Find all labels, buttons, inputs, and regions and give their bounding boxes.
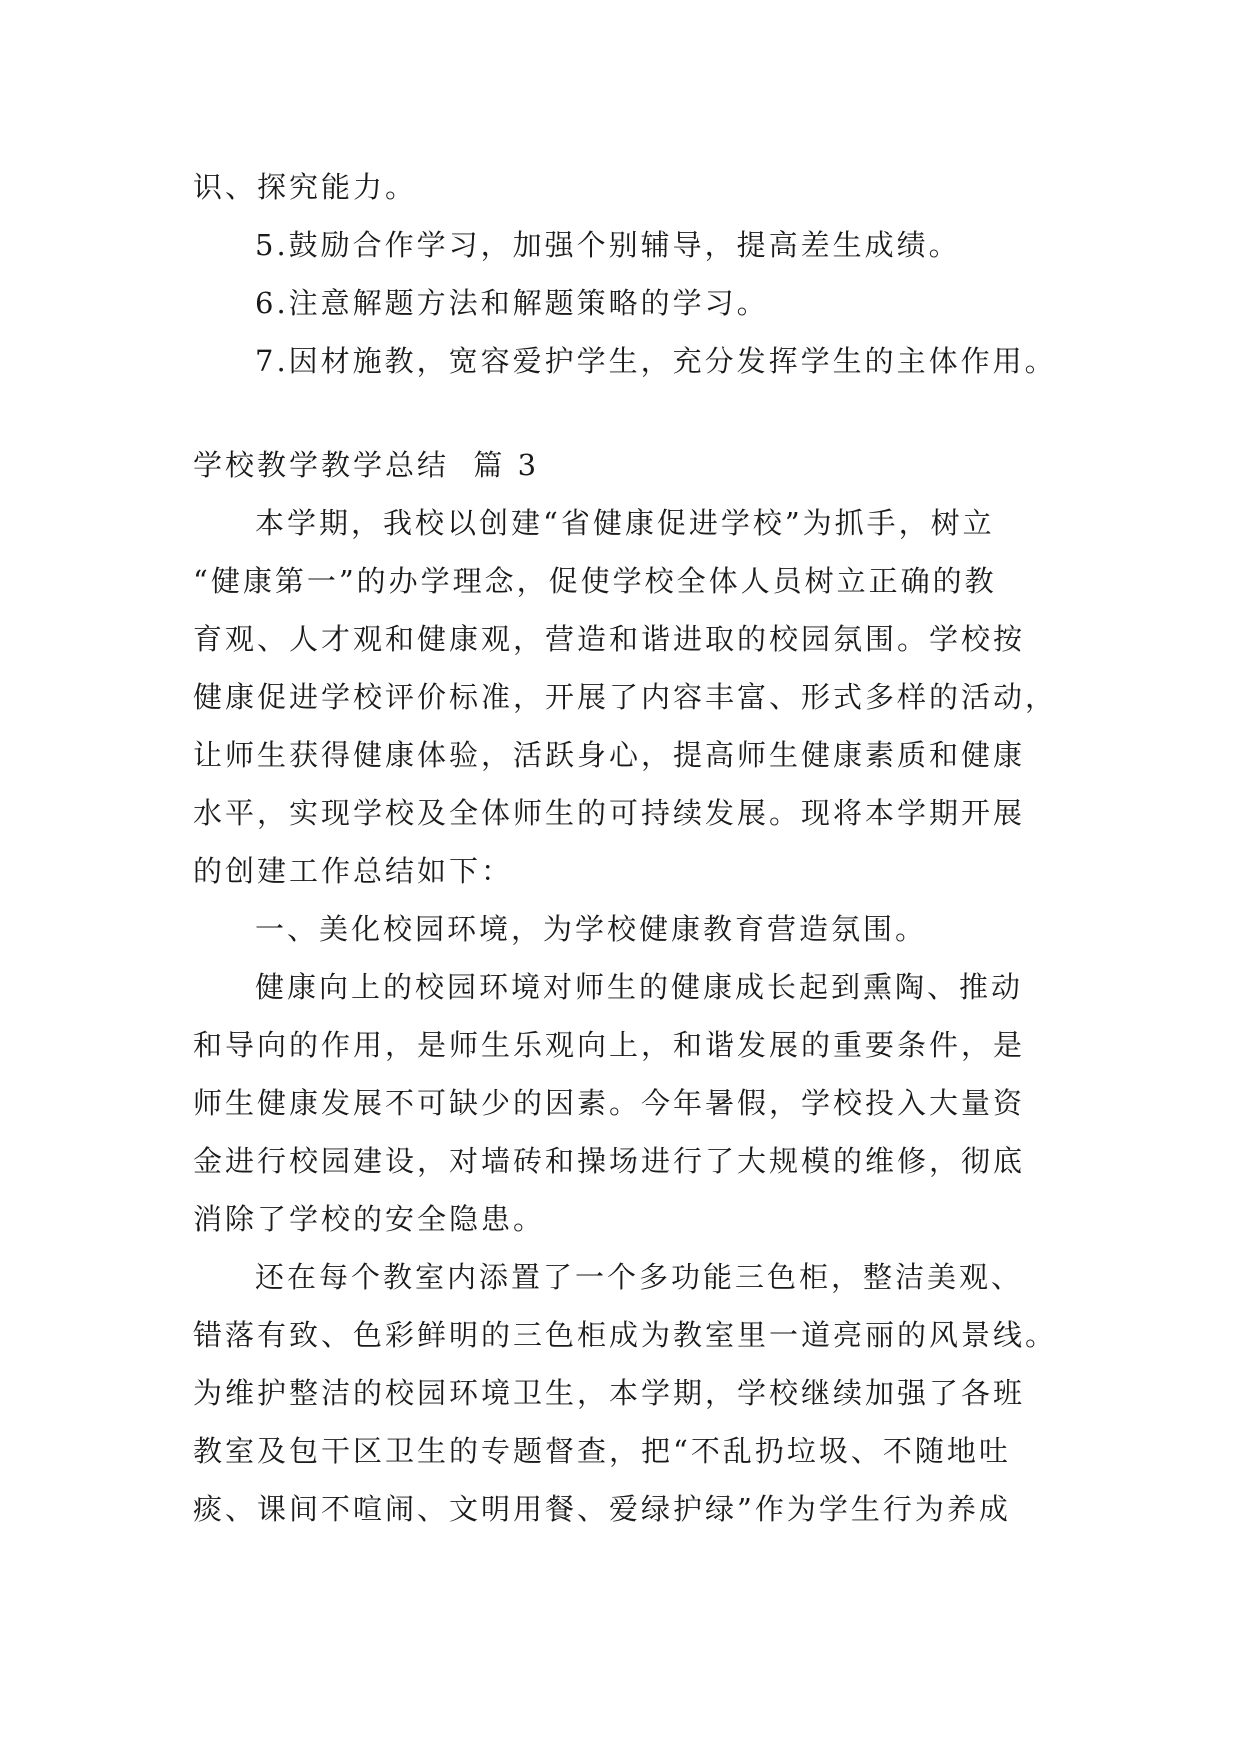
paragraph-line: 育观、人才观和健康观，营造和谐进取的校园氛围。学校按 — [193, 622, 1026, 656]
paragraph-line: 和导向的作用，是师生乐观向上，和谐发展的重要条件，是 — [193, 1028, 1026, 1062]
paragraph-line: 错落有致、色彩鲜明的三色柜成为教室里一道亮丽的风景线。 — [193, 1318, 1058, 1352]
paragraph-line: 金进行校园建设，对墙砖和操场进行了大规模的维修，彻底 — [193, 1144, 1026, 1178]
list-item: 5.鼓励合作学习，加强个别辅导，提高差生成绩。 — [255, 228, 961, 262]
subheading-line: 一、美化校园环境，为学校健康教育营造氛围。 — [255, 912, 928, 946]
list-item: 7.因材施教，宽容爱护学生，充分发挥学生的主体作用。 — [255, 344, 1057, 378]
paragraph-line: 痰、课间不喧闹、文明用餐、爱绿护绿”作为学生行为养成 — [193, 1492, 1011, 1526]
section-heading: 学校教学教学总结 篇 3 — [193, 448, 540, 482]
paragraph-line: 教室及包干区卫生的专题督查，把“不乱扔垃圾、不随地吐 — [193, 1434, 1011, 1468]
paragraph-line: 师生健康发展不可缺少的因素。今年暑假，学校投入大量资 — [193, 1086, 1026, 1120]
paragraph-line: 识、探究能力。 — [193, 170, 418, 204]
paragraph-line: 健康向上的校园环境对师生的健康成长起到熏陶、推动 — [255, 970, 1024, 1004]
document-body — [193, 158, 1058, 1538]
paragraph-line: 为维护整洁的校园环境卫生，本学期，学校继续加强了各班 — [193, 1376, 1026, 1410]
paragraph-line: “健康第一”的办学理念，促使学校全体人员树立正确的教 — [193, 564, 997, 598]
paragraph-line: 本学期，我校以创建“省健康促进学校”为抓手，树立 — [255, 506, 995, 540]
paragraph-line: 让师生获得健康体验，活跃身心，提高师生健康素质和健康 — [193, 738, 1026, 772]
paragraph-line: 还在每个教室内添置了一个多功能三色柜，整洁美观、 — [255, 1260, 1024, 1294]
paragraph-line: 的创建工作总结如下： — [193, 854, 514, 888]
section-spacer — [193, 390, 1053, 436]
paragraph-line: 健康促进学校评价标准，开展了内容丰富、形式多样的活动， — [193, 680, 1058, 714]
paragraph-line: 消除了学校的安全隐患。 — [193, 1202, 546, 1236]
paragraph-line: 水平，实现学校及全体师生的可持续发展。现将本学期开展 — [193, 796, 1026, 830]
list-item: 6.注意解题方法和解题策略的学习。 — [255, 286, 769, 320]
